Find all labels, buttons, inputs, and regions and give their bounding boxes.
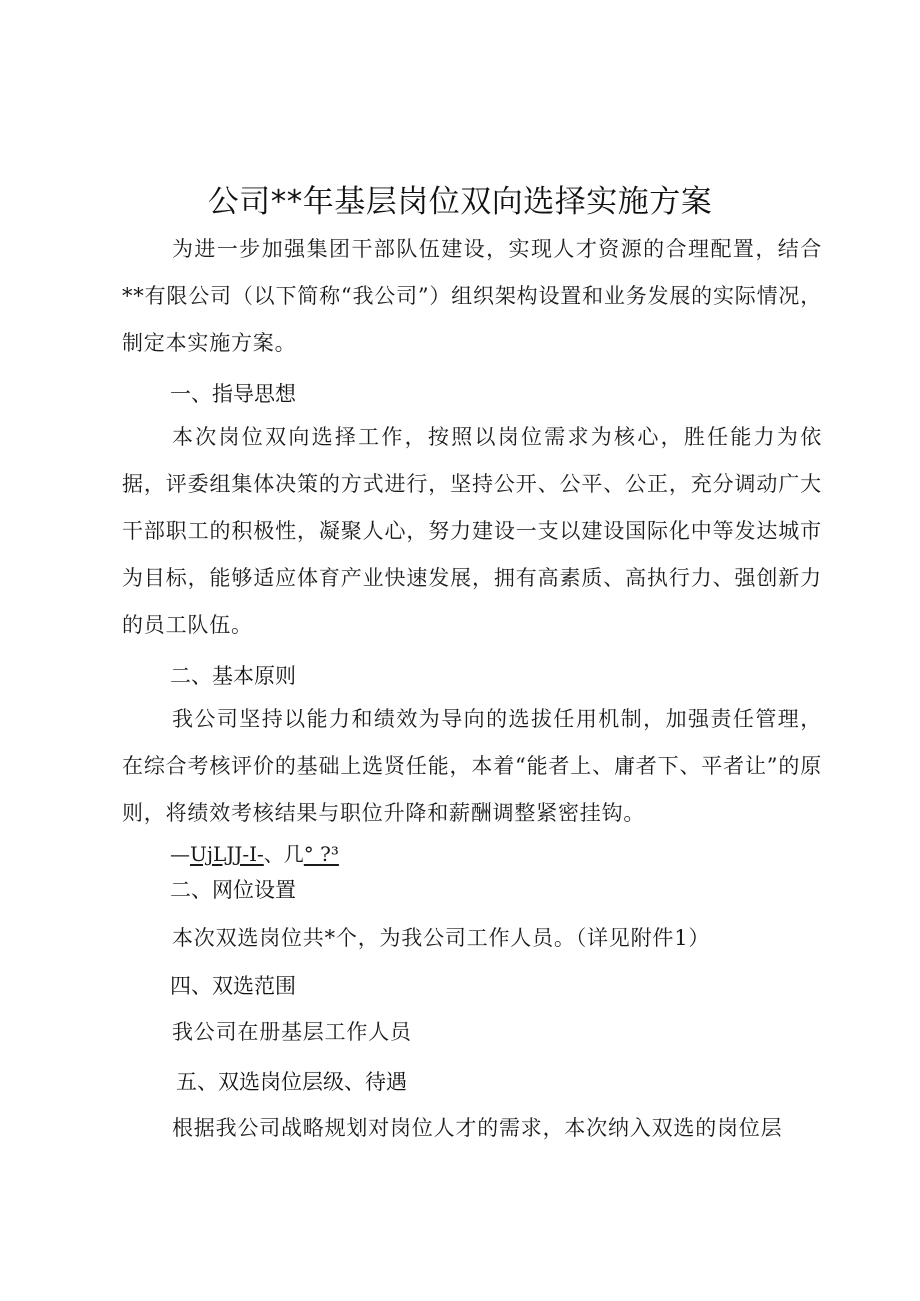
garbled-underlined-1: UjLJJ-I- (190, 842, 264, 866)
section-body-guiding-ideology: 本次岗位双向选择工作，按照以岗位需求为核心，胜任能力为依据，评委组集体决策的方式进行，坚持公开、公平、公正，充分调动广大干部职工的积极性，凝聚人心，努力建设一支以建设国际化中等发达城市为目标，能够适应体育产业快速发展，拥有高素质、高执行力、强创新力的员工队伍。 (122, 425, 822, 637)
intro-paragraph: 为进一步加强集团干部队伍建设，实现人才资源的合理配置，结合**有限公司（以下简称“我公司”）组织架构设置和业务发展的实际情况，制定本实施方案。 (122, 237, 822, 355)
section-heading-position-setup: 二、网位设置 (170, 878, 296, 902)
section-body-position-levels: 根据我公司战略规划对岗位人才的需求，本次纳入双选的岗位层 (172, 1116, 783, 1140)
document-title: 公司**年基层岗位双向选择实施方案 (207, 184, 713, 220)
garbled-underlined-2: ° ?³ (303, 842, 339, 866)
section-body-selection-scope: 我公司在册基层工作人员 (172, 1020, 412, 1044)
garbled-prefix: — (170, 842, 190, 866)
garbled-ocr-line (170, 838, 339, 867)
garbled-middle: 、几 (263, 842, 304, 866)
section-body-position-setup: 本次双选岗位共*个，为我公司工作人员。（详见附件1） (172, 926, 711, 950)
section-heading-selection-scope: 四、双选范围 (170, 974, 296, 998)
section-heading-guiding-ideology: 一、指导思想 (170, 382, 296, 406)
section-body-basic-principles: 我公司坚持以能力和绩效为导向的选拔任用机制，加强责任管理，在综合考核评价的基础上选贤任能，本着“能者上、庸者下、平者让”的原则，将绩效考核结果与职位升降和薪酬调整紧密挂钩。 (122, 707, 822, 825)
section-heading-basic-principles: 二、基本原则 (170, 664, 296, 688)
section-heading-position-levels: 五、双选岗位层级、待遇 (176, 1070, 407, 1094)
